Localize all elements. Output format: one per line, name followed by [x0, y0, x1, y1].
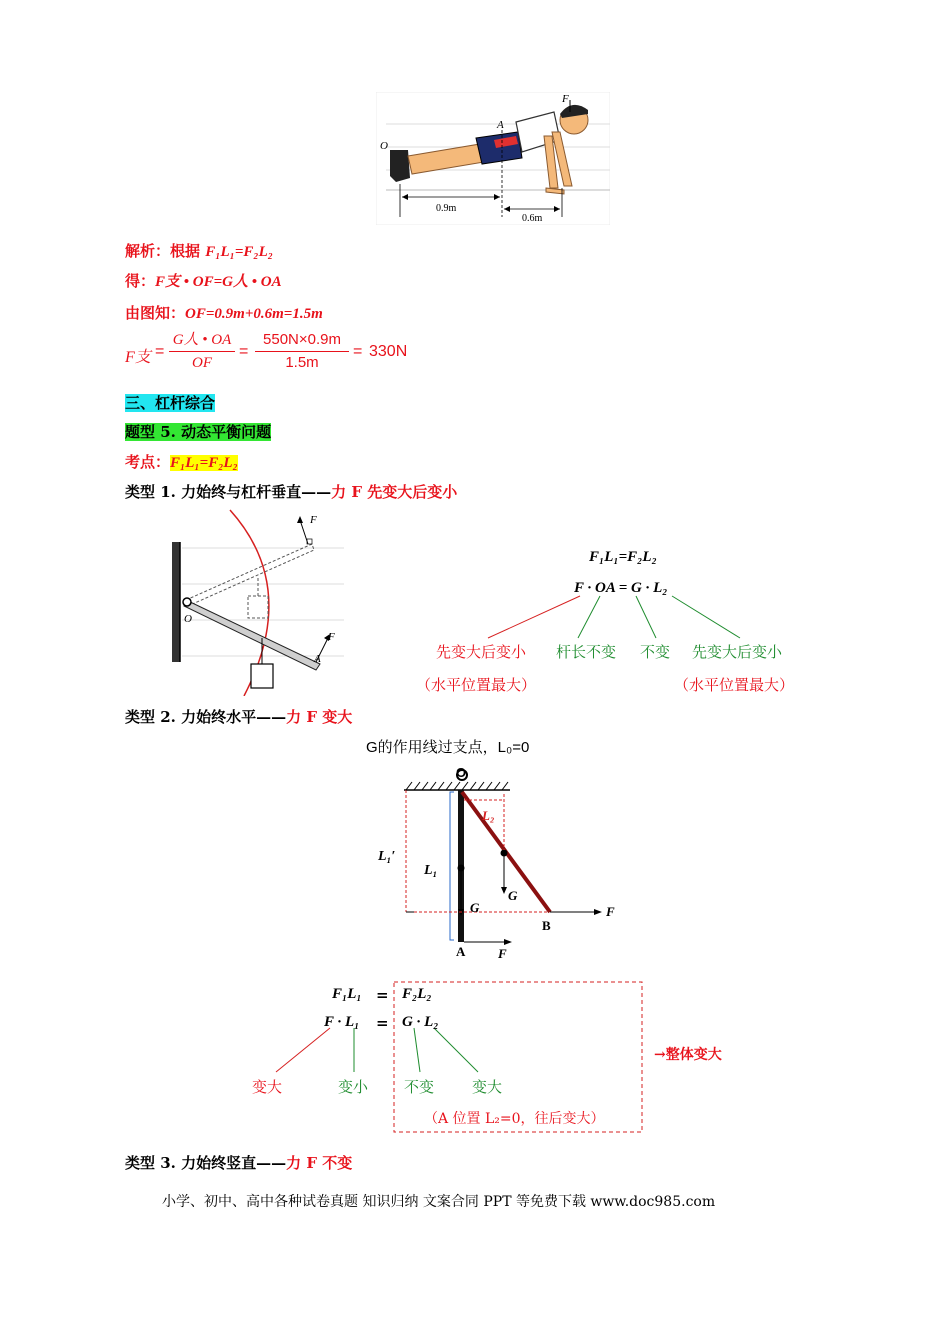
type2-label: 类型 2. 力始终水平—— — [125, 708, 287, 726]
fig3-caption: G的作用线过支点，L₀=0 — [366, 739, 530, 756]
fig3-label-l1p: L₁′ — [378, 849, 396, 864]
fig1-label-f: F — [562, 93, 569, 105]
fig2-eq2: F · OA = G · L₂ — [574, 580, 668, 596]
type1-label: 类型 1. 力始终与杠杆垂直—— — [125, 483, 332, 501]
analysis-line-3 — [125, 302, 323, 323]
type5-heading: 题型 5. 动态平衡问题 — [125, 423, 272, 441]
fig3-label-f2: F — [498, 946, 507, 961]
fig3-whole: →整体变大 — [654, 1047, 722, 1063]
page-footer: 小学、初中、高中各种试卷真题 知识归纳 文案合同 PPT 等免费下载 www.doc985.com — [162, 1194, 716, 1210]
type3-heading — [125, 1152, 352, 1173]
fig3-eq1-left: F₁L₁ — [332, 986, 362, 1002]
analysis-line2-prefix: 得： — [125, 272, 156, 290]
lever-perpendicular-figure — [168, 508, 344, 696]
eq-lhs: F支 — [125, 349, 151, 366]
kaodian-formula: F₁L₁=F₂L₂ — [170, 455, 238, 471]
fig3-eq1-right: F₂L₂ — [402, 986, 432, 1002]
fig3-word-2: 变小 — [338, 1078, 369, 1096]
eq-den1: OF — [192, 355, 212, 371]
fig3-note: （A 位置 L₂=0，往后变大） — [424, 1111, 605, 1127]
fig3-eq2-left: F · L₁ — [324, 1014, 360, 1030]
pushup-figure — [376, 92, 610, 225]
fig3-label-f1: F — [606, 904, 615, 919]
fig3-word-1: 变大 — [252, 1078, 283, 1096]
fig3-eq2-sign: = — [376, 1014, 389, 1032]
type1-heading — [125, 481, 457, 502]
analysis-line-2 — [125, 270, 282, 291]
fig2-term-1: 先变大后变小 — [436, 643, 527, 661]
fraction-equation: F支 = G人 • OA OF = 550N×0.9m 1.5m = 330N — [125, 331, 408, 371]
eq-num2: 550N×0.9m — [263, 331, 341, 348]
fig3-word-3: 不变 — [404, 1078, 435, 1096]
fig3-eq1-sign: = — [376, 986, 389, 1004]
analysis-line3: OF=0.9m+0.6m=1.5m — [185, 306, 323, 322]
fig1-label-o: O — [380, 140, 388, 152]
fig2-label-o: O — [184, 613, 192, 625]
type2-conclusion: 力 F 变大 — [286, 708, 353, 726]
fig1-dim-right: 0.6m — [522, 213, 543, 224]
analysis-line3-prefix: 由图知： — [125, 304, 186, 322]
kaodian-label: 考点： — [125, 453, 171, 471]
fig3-o-glyph: O — [456, 765, 467, 780]
fig2-term-3: 不变 — [640, 643, 671, 661]
fig1-label-a: A — [497, 119, 504, 131]
analysis-line2: F支 • OF=G人 • OA — [155, 274, 282, 290]
fig3-label-a: A — [456, 944, 466, 959]
fig2-eq1: F₁L₁=F₂L₂ — [589, 549, 657, 565]
analysis-line-1 — [125, 240, 273, 261]
fig2-paren-1: （水平位置最大） — [416, 676, 537, 694]
eq-num1: G人 • OA — [172, 332, 232, 348]
fig2-label-a: A — [314, 653, 321, 665]
eq-result: 330N — [369, 343, 408, 360]
fig1-dim-left: 0.9m — [436, 203, 457, 214]
fig3-word-4: 变大 — [472, 1078, 503, 1096]
fig2-term-4: 先变大后变小 — [692, 643, 783, 661]
fig2-term-2: 杆长不变 — [556, 643, 617, 661]
type2-heading — [125, 706, 352, 727]
fig2-paren-2: （水平位置最大） — [674, 676, 795, 694]
section-3-heading: 三、杠杆综合 — [125, 394, 216, 412]
fig3-label-g2: G — [508, 888, 518, 903]
type1-conclusion: 力 F 先变大后变小 — [331, 483, 458, 501]
fig2-label-f-top: F — [310, 514, 317, 526]
type3-label: 类型 3. 力始终竖直—— — [125, 1154, 287, 1172]
analysis-formula: F₁L₁=F₂L₂ — [205, 244, 274, 260]
kaodian-line — [125, 451, 238, 472]
fig3-label-g1: G — [470, 900, 480, 915]
eq-den2: 1.5m — [285, 354, 319, 371]
fig3-label-b: B — [542, 918, 551, 933]
fig3-label-l1: L₁ — [424, 863, 438, 878]
fig3-label-l2: L₂ — [482, 808, 495, 823]
lever-horizontal-figure — [370, 760, 630, 970]
analysis-prefix: 解析：根据 — [125, 242, 206, 260]
fig2-label-f-bottom: F — [328, 631, 335, 643]
fig3-eq2-right: G · L₂ — [402, 1014, 439, 1030]
fig3-label-o: O — [454, 768, 455, 769]
type3-conclusion: 力 F 不变 — [286, 1154, 353, 1172]
